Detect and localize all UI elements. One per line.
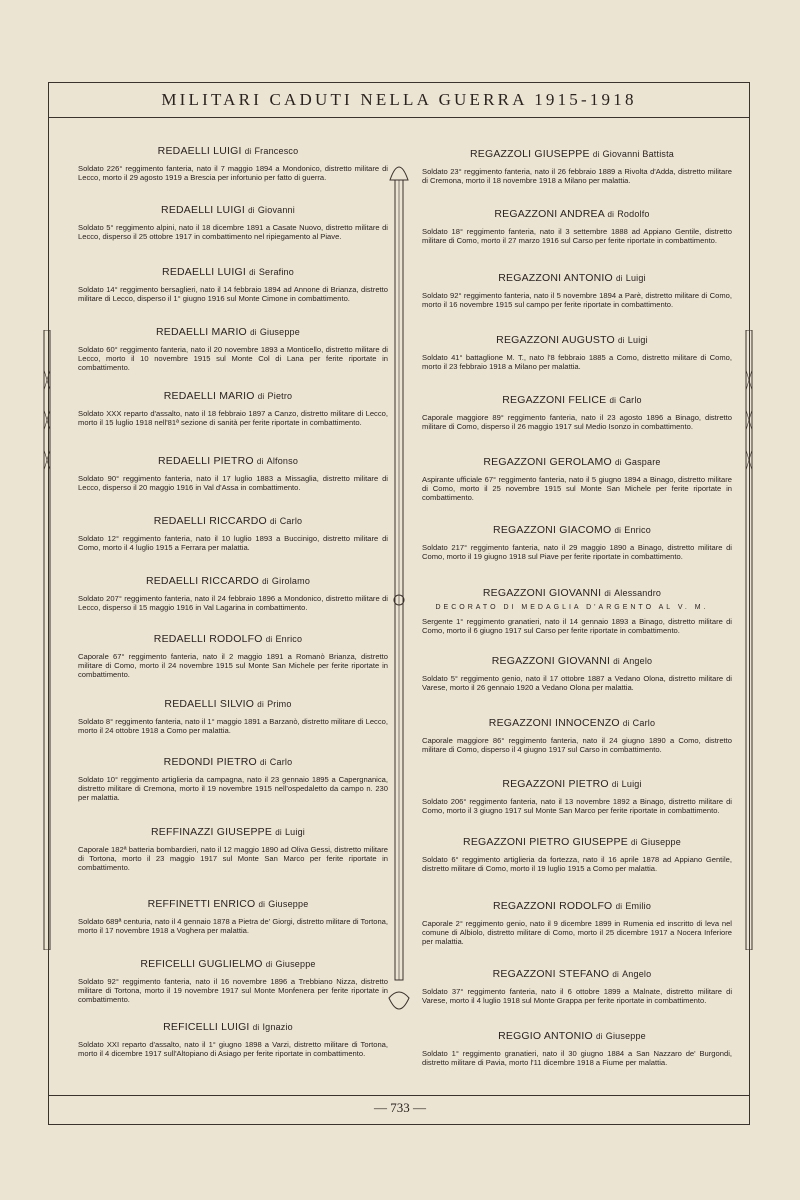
decorative-column-icon xyxy=(388,160,410,1020)
footer-rule xyxy=(48,1095,750,1096)
entry-surname: REGAZZONI FELICE xyxy=(502,394,607,406)
entry-di: di xyxy=(604,589,611,598)
entry-text: Caporale 67° reggimento fanteria, nato il 2 maggio 1891 a Romanò Brianza, distretto militare di Como, morto il 24 novembre 1915 sul Monte San Michele per ferite riportate in combattimento. xyxy=(78,652,388,679)
entry-father: Carlo xyxy=(619,395,642,405)
page-number: — 733 — xyxy=(374,1100,426,1115)
entry-name xyxy=(68,575,388,587)
casualty-entry xyxy=(412,456,732,502)
entry-surname: REDAELLI RODOLFO xyxy=(153,633,263,645)
entry-text: Soldato 1° reggimento granatieri, nato il 30 giugno 1884 a San Nazzaro de' Burgondi, distretto militare di Pavia, morto l'11 dicembre 1918 a Fiume per malattia. xyxy=(422,1049,732,1067)
entry-di: di xyxy=(614,458,622,467)
entry-text: Soldato 6° reggimento artiglieria da fortezza, nato il 16 aprile 1878 ad Appiano Gentile, distretto militare di Como, morto il 19 luglio 1915 a Como per malattia. xyxy=(422,855,732,873)
entry-name xyxy=(68,698,388,710)
casualty-entry xyxy=(68,326,388,372)
casualty-entry xyxy=(412,900,732,946)
entry-father: Enrico xyxy=(275,634,303,644)
entry-father: Alfonso xyxy=(266,456,299,466)
entry-text: Soldato 18° reggimento fanteria, nato il 3 settembre 1888 ad Appiano Gentile, distretto militare di Como, morto il 27 marzo 1916 sul Carso per ferite riportate in combattimento. xyxy=(422,227,732,245)
entry-di: di xyxy=(614,526,622,535)
entry-di: di xyxy=(249,268,256,277)
casualty-entry xyxy=(412,524,732,561)
casualty-entry xyxy=(68,1021,388,1058)
entry-text: Soldato XXI reparto d'assalto, nato il 1° giugno 1898 a Varzi, distretto militare di Tortona, morto il 4 dicembre 1917 sull'Altopiano di Asiago per ferite riportate in combattimento. xyxy=(78,1040,388,1058)
entry-father: Giuseppe xyxy=(605,1031,646,1041)
right-flagpole-icon xyxy=(742,330,756,950)
entry-text: Soldato 12° reggimento fanteria, nato il 10 luglio 1893 a Buccinigo, distretto militare di Como, morto il 4 luglio 1915 a Ferrara per malattia. xyxy=(78,534,388,552)
casualty-entry xyxy=(68,515,388,552)
casualty-entry xyxy=(412,655,732,692)
entry-surname: REGAZZOLI GIUSEPPE xyxy=(469,148,590,160)
entry-father: Luigi xyxy=(625,273,646,283)
entry-surname: REDONDI PIETRO xyxy=(163,756,257,768)
entry-name xyxy=(68,455,388,467)
casualty-entry xyxy=(412,836,732,873)
casualty-entry xyxy=(68,826,388,872)
entry-surname: REFICELLI GUGLIELMO xyxy=(140,958,263,970)
entry-father: Giuseppe xyxy=(640,837,681,847)
casualty-entry xyxy=(68,145,388,182)
entry-father: Enrico xyxy=(624,525,651,535)
entry-di: di xyxy=(622,719,630,728)
entry-father: Gaspare xyxy=(624,457,661,467)
entry-surname: REDAELLI MARIO xyxy=(156,326,247,338)
entry-surname: REDAELLI RICCARDO xyxy=(145,575,260,587)
casualty-entry xyxy=(68,204,388,241)
entry-di: di xyxy=(257,392,265,401)
entry-name xyxy=(412,968,732,980)
entry-father: Francesco xyxy=(254,146,299,156)
entry-surname: REGAZZONI GIOVANNI xyxy=(491,655,611,667)
entry-father: Emilio xyxy=(625,901,652,911)
entry-father: Serafino xyxy=(258,267,294,277)
entry-text: Soldato 92° reggimento fanteria, nato il 16 novembre 1896 a Trebbiano Nizza, distretto militare di Tortona, morto il 19 novembre 1917 sul Monte Monfenera per ferite riportate in combattimento. xyxy=(78,977,388,1004)
entry-text: Sergente 1° reggimento granatieri, nato il 14 gennaio 1893 a Binago, distretto militare di Como, morto il 6 giugno 1917 sul Carso per ferite riportate in combattimento. xyxy=(422,617,732,635)
casualty-entry xyxy=(68,266,388,303)
entry-text: Soldato 10° reggimento artiglieria da campagna, nato il 23 gennaio 1895 a Capergnanica, distretto militare di Cremona, morto il 19 novembre 1915 nell'ospedaletto da campo n. 230 per malattia. xyxy=(78,775,388,802)
entry-father: Angelo xyxy=(622,969,652,979)
entry-di: di xyxy=(613,657,620,666)
entry-text: Soldato 689ª centuria, nato il 4 gennaio 1878 a Pietra de' Giorgi, distretto militare di Tortona, morto il 17 novembre 1918 a Voghera per malattia. xyxy=(78,917,388,935)
entry-di: di xyxy=(262,577,269,586)
casualty-entry xyxy=(412,334,732,371)
entry-surname: REGAZZONI PIETRO GIUSEPPE xyxy=(463,836,628,848)
entry-text: Caporale 182ª batteria bombardieri, nato il 12 maggio 1890 ad Oliva Gessi, distretto militare di Tortona, morto il 23 maggio 1917 sul Monte San Marco per ferite riportate in combattimento. xyxy=(78,845,388,872)
entry-surname: REGAZZONI ANTONIO xyxy=(498,272,613,284)
entry-surname: REGAZZONI PIETRO xyxy=(502,778,609,790)
casualty-entry xyxy=(412,778,732,815)
entry-father: Primo xyxy=(267,699,292,709)
entry-name xyxy=(412,778,732,790)
entry-name xyxy=(68,898,388,910)
entry-surname: REDAELLI SILVIO xyxy=(164,698,255,710)
casualty-entry xyxy=(412,394,732,431)
entry-text: Aspirante ufficiale 67° reggimento fanteria, nato il 5 giugno 1894 a Binago, distretto militare di Como, morto il 25 novembre 1915 sul Monte San Michele per ferite riportate in combattimento. xyxy=(422,475,732,502)
entry-di: di xyxy=(244,147,252,156)
entry-text: Soldato 14° reggimento bersaglieri, nato il 14 febbraio 1894 ad Annone di Brianza, distretto militare di Lecco, disperso il 1° giugno 1916 sul Monte Cimone in combattimento. xyxy=(78,285,388,303)
page-header xyxy=(48,82,750,118)
entry-decoration: DECORATO DI MEDAGLIA D'ARGENTO AL V. M. xyxy=(435,604,709,611)
entry-surname: REGAZZONI GIOVANNI xyxy=(482,587,602,599)
entry-father: Luigi xyxy=(621,779,642,789)
casualty-entry xyxy=(68,390,388,427)
entry-name xyxy=(68,266,388,278)
entry-surname: REGAZZONI GIACOMO xyxy=(493,524,612,536)
entry-father: Giuseppe xyxy=(275,959,316,969)
entry-text: Soldato 217° reggimento fanteria, nato il 29 maggio 1890 a Binago, distretto militare di Como, morto il 19 giugno 1918 sul Piave per ferite riportate in combattimento. xyxy=(422,543,732,561)
entry-name xyxy=(412,148,732,160)
entry-text: Soldato XXX reparto d'assalto, nato il 18 febbraio 1897 a Canzo, distretto militare di Lecco, morto il 15 luglio 1918 nell'81ª sezione di sanità per ferite riportate in combattimento. xyxy=(78,409,388,427)
entry-father: Giuseppe xyxy=(268,899,309,909)
entry-name xyxy=(412,717,732,729)
entry-text: Soldato 226° reggimento fanteria, nato il 7 maggio 1894 a Mondonico, distretto militare di Lecco, morto il 29 agosto 1919 a Brescia per infortunio per fatto di guerra. xyxy=(78,164,388,182)
entry-surname: REGAZZONI RODOLFO xyxy=(492,900,613,912)
casualty-entry xyxy=(412,272,732,309)
entry-surname: REFFINAZZI GIUSEPPE xyxy=(151,826,273,838)
entry-name xyxy=(412,836,732,848)
entry-name xyxy=(68,145,388,157)
entry-father: Giovanni Battista xyxy=(602,149,675,159)
entry-text: Soldato 92° reggimento fanteria, nato il 5 novembre 1894 a Parè, distretto militare di Como, morto il 16 novembre 1915 sul campo per ferite riportate in combattimento. xyxy=(422,291,732,309)
casualty-entry xyxy=(412,148,732,185)
entry-di: di xyxy=(256,457,264,466)
entry-text: Soldato 8° reggimento fanteria, nato il 1° maggio 1891 a Barzanò, distretto militare di Lecco, morto il 24 ottobre 1918 a Como per malattia. xyxy=(78,717,388,735)
casualty-entry xyxy=(412,587,732,635)
entry-father: Carlo xyxy=(279,516,303,526)
entry-name xyxy=(412,334,732,346)
entry-father: Giovanni xyxy=(257,205,295,215)
entry-father: Angelo xyxy=(623,656,653,666)
casualty-entry xyxy=(68,698,388,735)
entry-surname: REGGIO ANTONIO xyxy=(498,1030,593,1042)
casualty-entry xyxy=(412,208,732,245)
entry-surname: REDAELLI PIETRO xyxy=(157,455,254,467)
entry-name xyxy=(412,208,732,220)
entry-surname: REGAZZONI INNOCENZO xyxy=(488,717,620,729)
entry-surname: REFFINETTI ENRICO xyxy=(147,898,256,910)
entry-surname: REFICELLI LUIGI xyxy=(163,1021,250,1033)
casualty-entry xyxy=(68,455,388,492)
entry-text: Soldato 23° reggimento fanteria, nato il 26 febbraio 1889 a Rivolta d'Adda, distretto militare di Cremona, morto il 18 novembre 1918 a Milano per malattia. xyxy=(422,167,732,185)
entry-di: di xyxy=(611,780,619,789)
entry-name xyxy=(68,1021,388,1033)
entry-di: di xyxy=(258,900,266,909)
entry-text: Soldato 90° reggimento fanteria, nato il 17 luglio 1883 a Missaglia, distretto militare di Lecco, disperso il 20 maggio 1916 in Val d'Assa in combattimento. xyxy=(78,474,388,492)
entry-surname: REGAZZONI ANDREA xyxy=(494,208,605,220)
entry-text: Soldato 5° reggimento alpini, nato il 18 dicembre 1891 a Casate Nuovo, distretto militare di Lecco, disperso il 25 ottobre 1917 in combattimento nel ripiegamento al Piave. xyxy=(78,223,388,241)
casualty-entry xyxy=(68,633,388,679)
entry-name xyxy=(68,204,388,216)
entry-surname: REGAZZONI AUGUSTO xyxy=(496,334,615,346)
entry-text: Caporale 2° reggimento genio, nato il 9 dicembre 1899 in Rumenia ed inscritto di leva nel comune di Albiolo, distretto militare di Como, morto il 25 dicembre 1917 a Nocera Inferiore per malattia. xyxy=(422,919,732,946)
entry-surname: REGAZZONI GEROLAMO xyxy=(483,456,612,468)
entry-di: di xyxy=(596,1032,603,1041)
entry-surname: REDAELLI RICCARDO xyxy=(153,515,267,527)
entry-surname: REDAELLI LUIGI xyxy=(157,145,242,157)
casualty-entry xyxy=(68,756,388,802)
entry-di: di xyxy=(615,274,623,283)
entry-name xyxy=(68,515,388,527)
entry-name xyxy=(412,1030,732,1042)
entry-father: Rodolfo xyxy=(617,209,650,219)
entry-name xyxy=(412,394,732,406)
entry-father: Girolamo xyxy=(271,576,311,586)
entry-di: di xyxy=(612,970,619,979)
entry-text: Soldato 207° reggimento fanteria, nato il 24 febbraio 1896 a Mondonico, distretto militare di Lecco, disperso il 15 maggio 1916 in Val Lagarina in combattimento. xyxy=(78,594,388,612)
casualty-entry xyxy=(412,717,732,754)
casualty-entry xyxy=(412,1030,732,1067)
entry-surname: REDAELLI LUIGI xyxy=(161,204,245,216)
entry-father: Pietro xyxy=(267,391,293,401)
entry-di: di xyxy=(275,828,282,837)
entry-father: Luigi xyxy=(627,335,648,345)
entry-di: di xyxy=(250,328,257,337)
entry-di: di xyxy=(252,1023,260,1032)
entry-text: Caporale maggiore 86° reggimento fanteria, nato il 24 giugno 1890 a Como, distretto militare di Como, disperso il 4 giugno 1917 sul Carso in combattimento. xyxy=(422,736,732,754)
entry-name xyxy=(412,456,732,468)
entry-text: Soldato 206° reggimento fanteria, nato il 13 novembre 1892 a Binago, distretto militare di Como, morto il 3 giugno 1917 sul Monte San Marco per ferite riportate in combattimento. xyxy=(422,797,732,815)
page-title: MILITARI CADUTI NELLA GUERRA 1915-1918 xyxy=(161,90,637,109)
entry-di: di xyxy=(618,336,625,345)
entry-name xyxy=(68,326,388,338)
entry-father: Giuseppe xyxy=(259,327,300,337)
entry-name xyxy=(412,900,732,912)
entry-father: Carlo xyxy=(632,718,656,728)
entry-father: Carlo xyxy=(269,757,293,767)
entry-di: di xyxy=(631,838,638,847)
entry-di: di xyxy=(260,758,267,767)
entry-di: di xyxy=(592,150,600,159)
entry-surname: REDAELLI MARIO xyxy=(163,390,255,402)
entry-di: di xyxy=(615,902,623,911)
entry-di: di xyxy=(265,960,273,969)
casualty-entry xyxy=(68,958,388,1004)
entry-name xyxy=(412,272,732,284)
casualty-entry xyxy=(412,968,732,1005)
entry-text: Soldato 5° reggimento genio, nato il 17 ottobre 1887 a Vedano Olona, distretto militare di Varese, morto il 26 gennaio 1920 a Vedano Olona per malattia. xyxy=(422,674,732,692)
entry-di: di xyxy=(248,206,255,215)
casualty-entry xyxy=(68,575,388,612)
entry-name xyxy=(68,633,388,645)
entry-name xyxy=(68,826,388,838)
entry-name xyxy=(412,655,732,667)
left-flagpole-icon xyxy=(40,330,54,950)
entry-di: di xyxy=(269,517,277,526)
casualty-entry xyxy=(68,898,388,935)
entry-text: Soldato 60° reggimento fanteria, nato il 20 novembre 1893 a Monticello, distretto militare di Lecco, morto il 10 novembre 1915 sul Monte Col di Lana per ferite riportate in combattimento. xyxy=(78,345,388,372)
entry-di: di xyxy=(265,635,273,644)
entry-name xyxy=(68,390,388,402)
entry-name xyxy=(412,587,732,599)
entry-father: Alessandro xyxy=(614,588,662,598)
entry-text: Caporale maggiore 89° reggimento fanteria, nato il 23 agosto 1896 a Binago, distretto militare di Como, disperso il 26 maggio 1917 sul Medio Isonzo in combattimento. xyxy=(422,413,732,431)
entry-surname: REGAZZONI STEFANO xyxy=(492,968,610,980)
entry-text: Soldato 41° battaglione M. T., nato l'8 febbraio 1885 a Como, distretto militare di Como, morto il 23 febbraio 1918 a Milano per malattia. xyxy=(422,353,732,371)
entry-name xyxy=(68,958,388,970)
entry-father: Luigi xyxy=(284,827,305,837)
entry-surname: REDAELLI LUIGI xyxy=(162,266,246,278)
entry-name xyxy=(412,524,732,536)
entry-father: Ignazio xyxy=(262,1022,293,1032)
entry-di: di xyxy=(609,396,617,405)
entry-di: di xyxy=(607,210,615,219)
entry-di: di xyxy=(257,700,264,709)
entry-text: Soldato 37° reggimento fanteria, nato il 6 ottobre 1899 a Malnate, distretto militare di Varese, morto il 4 luglio 1918 sul Monte Grappa per ferite riportate in combattimento. xyxy=(422,987,732,1005)
entry-name xyxy=(68,756,388,768)
